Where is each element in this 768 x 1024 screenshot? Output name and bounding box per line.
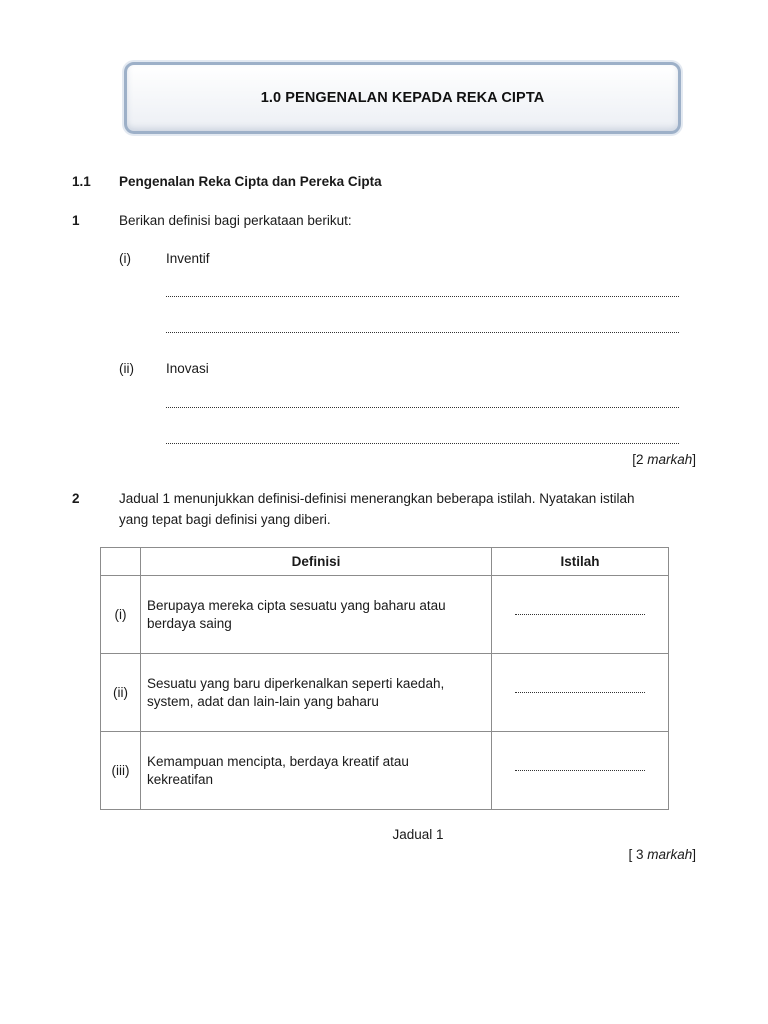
row-definition: Sesuatu yang baru diperkenalkan seperti kaedah, system, adat dan lain-lain yang baharu	[141, 654, 492, 732]
table-row	[101, 654, 669, 732]
header-term: Istilah	[492, 548, 669, 576]
answer-line[interactable]	[166, 443, 679, 444]
table-header-row	[101, 548, 669, 576]
question-1-part-i-term: Inventif	[166, 251, 210, 266]
term-answer-cell	[492, 732, 669, 810]
question-2-prompt-line-1: Jadual 1 menunjukkan definisi-definisi menerangkan beberapa istilah. Nyatakan istilah	[119, 491, 635, 506]
section-heading: Pengenalan Reka Cipta dan Pereka Cipta	[119, 174, 382, 189]
question-2-number: 2	[72, 491, 80, 506]
question-1-part-ii-label: (ii)	[119, 361, 134, 376]
row-label: (iii)	[101, 732, 141, 810]
answer-line[interactable]	[166, 407, 679, 408]
row-definition: Kemampuan mencipta, berdaya kreatif atau kekreatifan	[141, 732, 492, 810]
answer-line[interactable]	[166, 296, 679, 297]
header-number	[101, 548, 141, 576]
question-1-number: 1	[72, 213, 80, 228]
question-1-part-i-label: (i)	[119, 251, 131, 266]
question-1-marks: [2 markah]	[632, 452, 696, 467]
question-2-prompt-line-2: yang tepat bagi definisi yang diberi.	[119, 512, 331, 527]
term-answer-blank[interactable]	[515, 614, 645, 615]
term-answer-cell	[492, 576, 669, 654]
question-1-part-ii-term: Inovasi	[166, 361, 209, 376]
row-label: (ii)	[101, 654, 141, 732]
definition-table	[100, 547, 669, 810]
chapter-title: 1.0 PENGENALAN KEPADA REKA CIPTA	[260, 90, 545, 106]
row-label: (i)	[101, 576, 141, 654]
term-answer-blank[interactable]	[515, 770, 645, 771]
table-caption: Jadual 1	[392, 827, 444, 842]
chapter-title-box	[124, 62, 681, 134]
header-definition: Definisi	[141, 548, 492, 576]
row-definition: Berupaya mereka cipta sesuatu yang baharu atau berdaya saing	[141, 576, 492, 654]
question-1-prompt: Berikan definisi bagi perkataan berikut:	[119, 213, 352, 228]
section-number: 1.1	[72, 174, 91, 189]
term-answer-blank[interactable]	[515, 692, 645, 693]
term-answer-cell	[492, 654, 669, 732]
question-2-marks: [ 3 markah]	[628, 847, 696, 862]
table-row	[101, 576, 669, 654]
answer-line[interactable]	[166, 332, 679, 333]
table-row	[101, 732, 669, 810]
